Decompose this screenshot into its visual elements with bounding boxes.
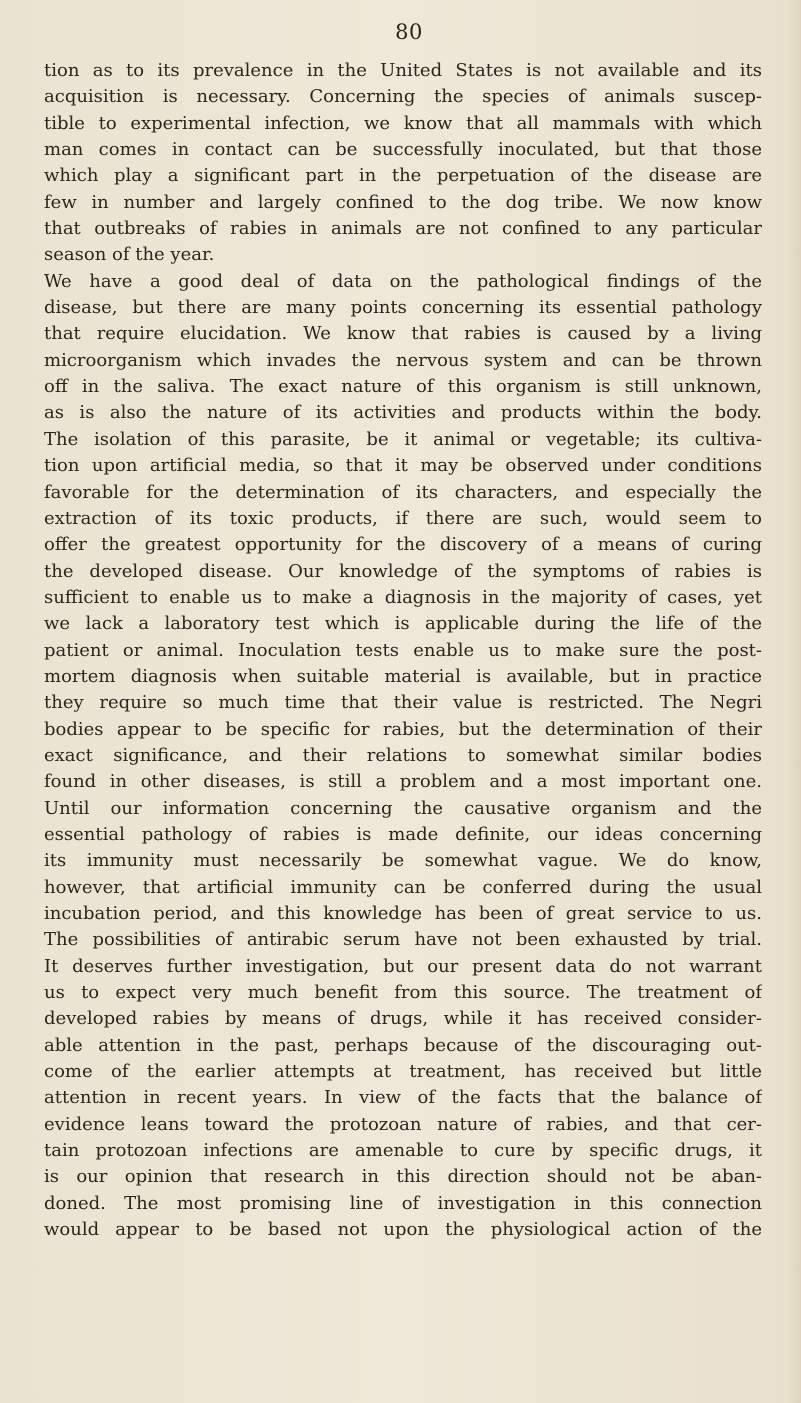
text-line: doned. The most promising line of investigation in this connection: [44, 1192, 762, 1214]
text-line: It deserves further investigation, but our present data do not warrant: [44, 955, 762, 977]
text-line: tion upon artificial media, so that it may be observed under conditions: [44, 455, 762, 477]
text-line: acquisition is necessary. Concerning the species of animals suscep-: [44, 86, 762, 108]
text-line: tion as to its prevalence in the United States is not available and its: [44, 60, 762, 81]
text-line: attention in recent years. In view of the facts that the balance of: [44, 1087, 762, 1109]
text-line: disease, but there are many points concerning its essential pathology: [44, 297, 762, 319]
text-line: its immunity must necessarily be somewhat vague. We do know,: [44, 850, 762, 872]
text-line: offer the greatest opportunity for the discovery of a means of curing: [44, 534, 762, 556]
text-line: found in other diseases, is still a problem and a most important one.: [44, 771, 762, 793]
text-line: patient or animal. Inoculation tests enable us to make sure the post-: [44, 639, 762, 661]
text-line: as is also the nature of its activities and products within the body.: [44, 402, 762, 424]
text-line: extraction of its toxic products, if there are such, would seem to: [44, 507, 762, 529]
text-line: is our opinion that research in this direction should not be aban-: [44, 1166, 762, 1188]
text-line: tain protozoan infections are amenable to cure by specific drugs, it: [44, 1140, 762, 1162]
text-line: that require elucidation. We know that rabies is caused by a living: [44, 323, 762, 345]
text-line: able attention in the past, perhaps because of the discouraging out-: [44, 1034, 762, 1056]
text-line: The isolation of this parasite, be it animal or vegetable; its cultiva-: [44, 428, 762, 450]
text-line: however, that artificial immunity can be conferred during the usual: [44, 876, 762, 898]
text-line: that outbreaks of rabies in animals are not confined to any particular: [44, 218, 762, 240]
text-line: sufficient to enable us to make a diagnosis in the majority of cases, yet: [44, 586, 762, 608]
text-line: developed rabies by means of drugs, while it has received consider-: [44, 1008, 762, 1030]
text-line: essential pathology of rabies is made definite, our ideas concerning: [44, 823, 762, 845]
text-line: The possibilities of antirabic serum have not been exhausted by trial.: [44, 929, 762, 951]
text-line: come of the earlier attempts at treatment, has received but little: [44, 1061, 762, 1083]
text-line: microorganism which invades the nervous system and can be thrown: [44, 349, 762, 371]
text-line: We have a good deal of data on the pathological findings of the: [44, 270, 762, 292]
page-number: 80: [395, 20, 423, 44]
text-line: tible to experimental infection, we know that all mammals with which: [44, 112, 762, 134]
text-line: exact significance, and their relations to somewhat similar bodies: [44, 744, 762, 766]
text-line: us to expect very much benefit from this source. The treatment of: [44, 982, 762, 1004]
text-line: favorable for the determination of its characters, and especially the: [44, 481, 762, 503]
text-line: Until our information concerning the causative organism and the: [44, 797, 762, 819]
page-edge-shadow: [787, 0, 801, 1403]
text-line: man comes in contact can be successfully inoculated, but that those: [44, 139, 762, 161]
text-line: bodies appear to be specific for rabies, but the determination of their: [44, 718, 762, 740]
text-line: which play a significant part in the perpetuation of the disease are: [44, 165, 762, 187]
text-line: few in number and largely confined to the dog tribe. We now know: [44, 191, 762, 213]
text-line: we lack a laboratory test which is applicable during the life of the: [44, 613, 762, 635]
text-line: incubation period, and this knowledge has been of great service to us.: [44, 903, 762, 924]
text-line: season of the year.: [44, 244, 215, 266]
text-line: mortem diagnosis when suitable material is available, but in practice: [44, 665, 762, 687]
body-text: [44, 58, 762, 1243]
text-line: the developed disease. Our knowledge of the symptoms of rabies is: [44, 560, 762, 582]
text-line: would appear to be based not upon the physiological action of the: [44, 1219, 762, 1241]
text-line: they require so much time that their value is restricted. The Negri: [44, 692, 762, 714]
text-line: evidence leans toward the protozoan nature of rabies, and that cer-: [44, 1113, 762, 1135]
text-line: off in the saliva. The exact nature of this organism is still unknown,: [44, 376, 762, 398]
